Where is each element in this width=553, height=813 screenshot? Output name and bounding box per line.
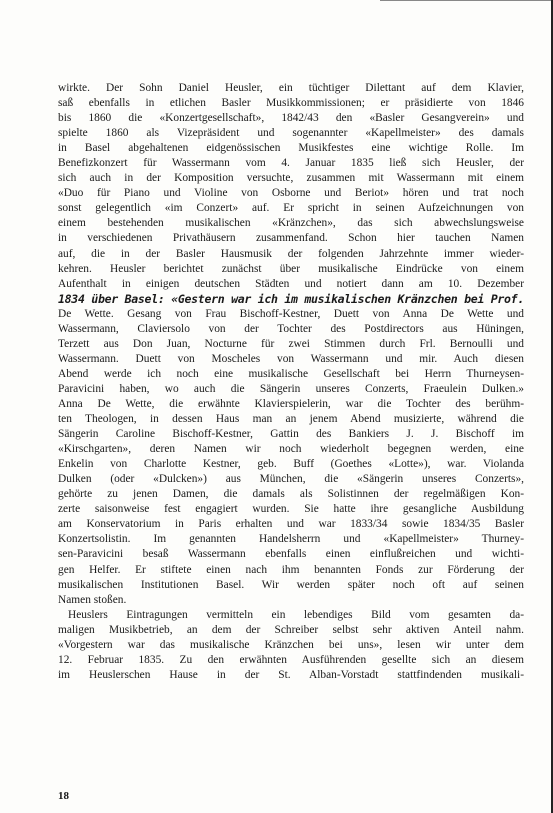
text-line-11: in verschiedenen Privathäusern zusammenfand. Schon hier tauchen Namen — [58, 232, 524, 245]
text-line-7: sich auch in der Komposition versuchte, zusammen mit Wassermann mit einem — [58, 172, 524, 185]
text-line-5: in Basel abgehaltenen eidgenössischen Musikfestes eine wichtige Rolle. Im — [58, 142, 524, 155]
text-line-19: Wassermann. Duett von Moscheles von Wassermann und mir. Auch diesen — [58, 352, 524, 365]
text-line-36: Heuslers Eintragungen vermitteln ein lebendiges Bild vom gesamten da- — [68, 608, 524, 621]
page-number: 18 — [58, 790, 69, 802]
text-line-35: Namen stoßen. — [58, 593, 127, 606]
text-line-33: gen Helfer. Er stiftete einen nach ihm benannten Fonds zur Förderung der — [58, 563, 524, 576]
text-line-21: Paravicini haben, wo auch die Sängerin unseres Conzerts, Fraeulein Dulken.» — [58, 382, 524, 395]
text-line-37: maligen Musikbetrieb, an dem der Schreiber selbst sehr aktiven Anteil nahm. — [58, 623, 524, 636]
text-line-1: wirkte. Der Sohn Daniel Heusler, ein tüchtiger Dilettant auf dem Klavier, — [58, 82, 524, 94]
text-line-31: Konzertsolistin. Im genannten Handelsherrn und «Kapellmeister» Thurney- — [58, 533, 524, 546]
text-line-39: 12. Februar 1835. Zu den erwähnten Ausführenden gesellte sich an diesem — [58, 653, 524, 666]
text-line-14: Aufenthalt in einigen deutschen Städten und notiert dann am 10. Dezember — [58, 277, 524, 290]
text-line-3: bis 1860 die «Konzertgesellschaft», 1842/43 den «Basler Gesangverein» und — [58, 112, 524, 125]
text-line-26: Enkelin von Charlotte Kestner, geb. Buff (Goethes «Lotte»), war. Violanda — [58, 458, 524, 471]
text-line-28: gehörte zu jenen Damen, die damals als Solistinnen der regelmäßigen Kon- — [58, 488, 524, 501]
text-line-17: Wassermann, Claviersolo von der Tochter des Postdirectors aus Hüningen, — [58, 322, 524, 335]
body-text — [58, 81, 524, 683]
text-line-40: im Heuslerschen Hause in der St. Alban-Vorstadt stattfindenden musikali- — [58, 668, 524, 681]
text-line-34: musikalischen Institutionen Basel. Wir werden später noch oft auf seinen — [58, 578, 524, 591]
text-line-22: Anna De Wette, die erwähnte Klavierspielerin, war die Tochter des berühm- — [58, 397, 524, 410]
text-line-23: ten Theologen, in dessen Haus man an jenem Abend musizierte, während die — [58, 413, 524, 426]
text-line-2: saß ebenfalls in etlichen Basler Musikkommissionen; er präsidierte von 1846 — [58, 97, 524, 110]
text-line-29: zerte saisonweise fest engagiert wurden. Sie hatte ihre gesangliche Ausbildung — [58, 503, 524, 516]
text-line-4: spielte 1860 als Vizepräsident und sogenannter «Kapellmeister» des damals — [58, 127, 524, 140]
text-line-30: am Konservatorium in Paris erhalten und war 1833/34 sowie 1834/35 Basler — [58, 518, 524, 531]
text-line-32: sen-Paravicini besaß Wassermann ebenfalls einen einflußreichen und wichti- — [58, 548, 524, 561]
text-line-6: Benefizkonzert für Wassermann vom 4. Januar 1835 ließ sich Heusler, der — [58, 157, 524, 170]
text-line-20: Abend werde ich noch eine musikalische Gesellschaft bei Herrn Thurneysen- — [58, 367, 524, 380]
text-line-16: De Wette. Gesang von Frau Bischoff-Kestner, Duett von Anna De Wette und — [58, 307, 524, 320]
text-line-15: 1834 über Basel: «Gestern war ich im musikalischen Kränzchen bei Prof. — [58, 291, 524, 306]
text-line-13: kehren. Heusler berichtet zunächst über musikalische Eindrücke von einem — [58, 262, 524, 275]
text-line-8: «Duo für Piano und Violine von Osborne und Beriot» hören und trat noch — [58, 187, 524, 200]
text-line-18: Terzett aus Don Juan, Nocturne für zwei Stimmen durch Frl. Bernoulli und — [58, 337, 524, 350]
text-line-25: «Kirschgarten», deren Namen wir noch wiederholt begegnen werden, eine — [58, 443, 524, 456]
text-line-38: «Vorgestern war das musikalische Kränzchen bei uns», lesen wir unter dem — [58, 638, 524, 651]
text-line-24: Sängerin Caroline Bischoff-Kestner, Gattin des Bankiers J. J. Bischoff im — [58, 428, 524, 441]
text-line-27: Dulken (oder «Dulcken») aus München, die «Sängerin unseres Conzerts», — [58, 473, 524, 486]
text-line-9: sonst gelegentlich «im Conzert» auf. Er spricht in seinen Aufzeichnungen von — [58, 202, 524, 215]
text-line-10: einem bestehenden musikalischen «Kränzchen», das sich abwechslungsweise — [58, 217, 524, 230]
text-line-12: auf, die in der Basler Hausmusik der folgenden Jahrzehnte immer wieder- — [58, 247, 524, 260]
page-top-edge — [380, 0, 553, 1]
